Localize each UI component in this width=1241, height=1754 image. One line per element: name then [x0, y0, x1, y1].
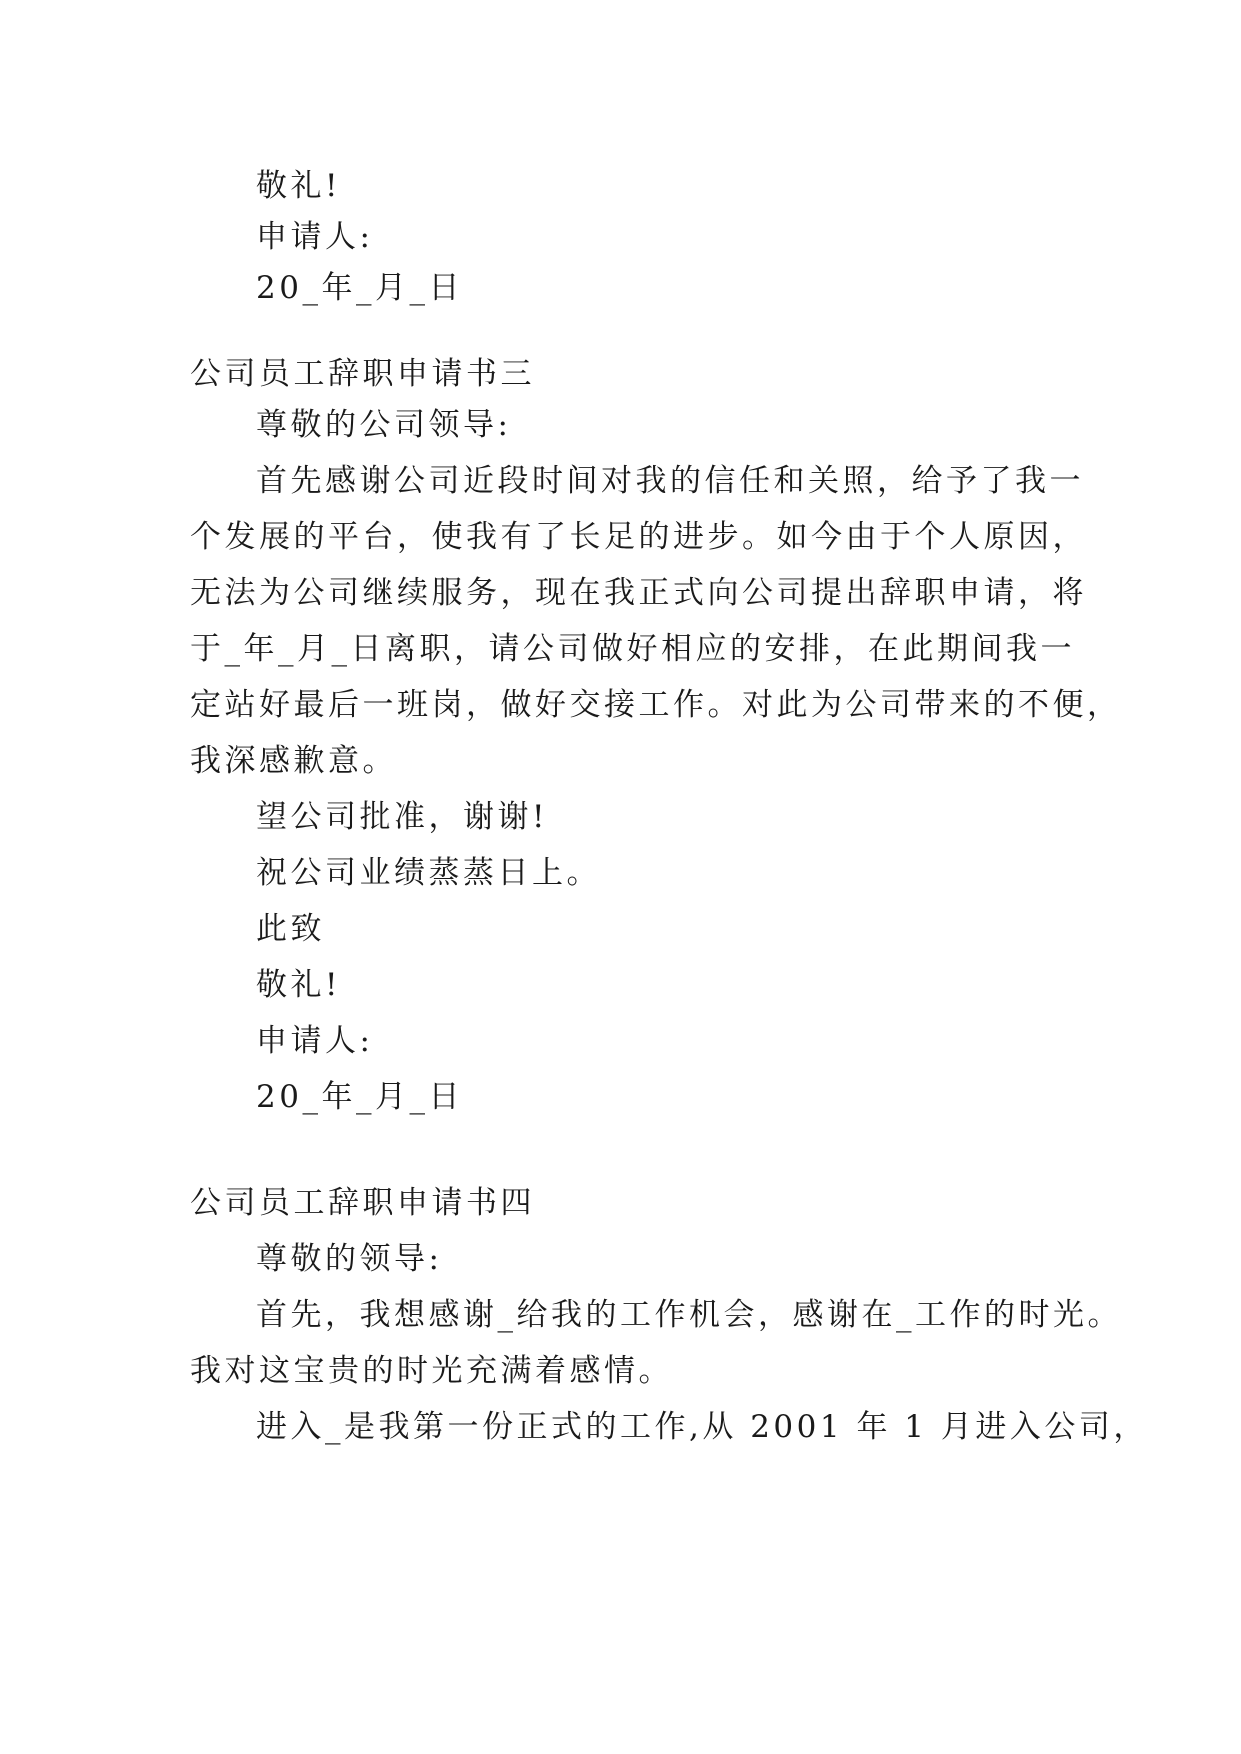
body-line: 我对这宝贵的时光充满着感情。 — [190, 1353, 673, 1389]
body-line: 定站好最后一班岗，做好交接工作。对此为公司带来的不便， — [190, 687, 1122, 723]
section-title: 公司员工辞职申请书四 — [190, 1185, 535, 1221]
body-line: 无法为公司继续服务，现在我正式向公司提出辞职申请，将 — [190, 575, 1087, 611]
date-line: 20_年_月_日 — [256, 270, 463, 306]
salutation: 尊敬的公司领导: — [256, 407, 512, 443]
applicant-label: 申请人: — [256, 1023, 374, 1059]
closing-text: 敬礼! — [256, 168, 341, 204]
body-line: 首先，我想感谢_给我的工作机会，感谢在_工作的时光。 — [256, 1297, 1122, 1333]
date-line: 20_年_月_日 — [256, 1079, 463, 1115]
body-line: 于_年_月_日离职，请公司做好相应的安排，在此期间我一 — [190, 631, 1075, 667]
applicant-label: 申请人: — [256, 219, 374, 255]
body-line: 首先感谢公司近段时间对我的信任和关照，给予了我一 — [256, 463, 1084, 499]
body-line: 我深感歉意。 — [190, 743, 397, 779]
section-title: 公司员工辞职申请书三 — [190, 356, 535, 392]
closing-text: 敬礼! — [256, 967, 341, 1003]
salutation: 尊敬的领导: — [256, 1241, 443, 1277]
body-line: 个发展的平台，使我有了长足的进步。如今由于个人原因， — [190, 519, 1087, 555]
body-line: 进入_是我第一份正式的工作,从 2001 年 1 月进入公司， — [256, 1409, 1148, 1445]
regards-text: 此致 — [256, 911, 325, 947]
wish-text: 祝公司业绩蒸蒸日上。 — [256, 855, 601, 891]
request-text: 望公司批准，谢谢! — [256, 799, 548, 835]
